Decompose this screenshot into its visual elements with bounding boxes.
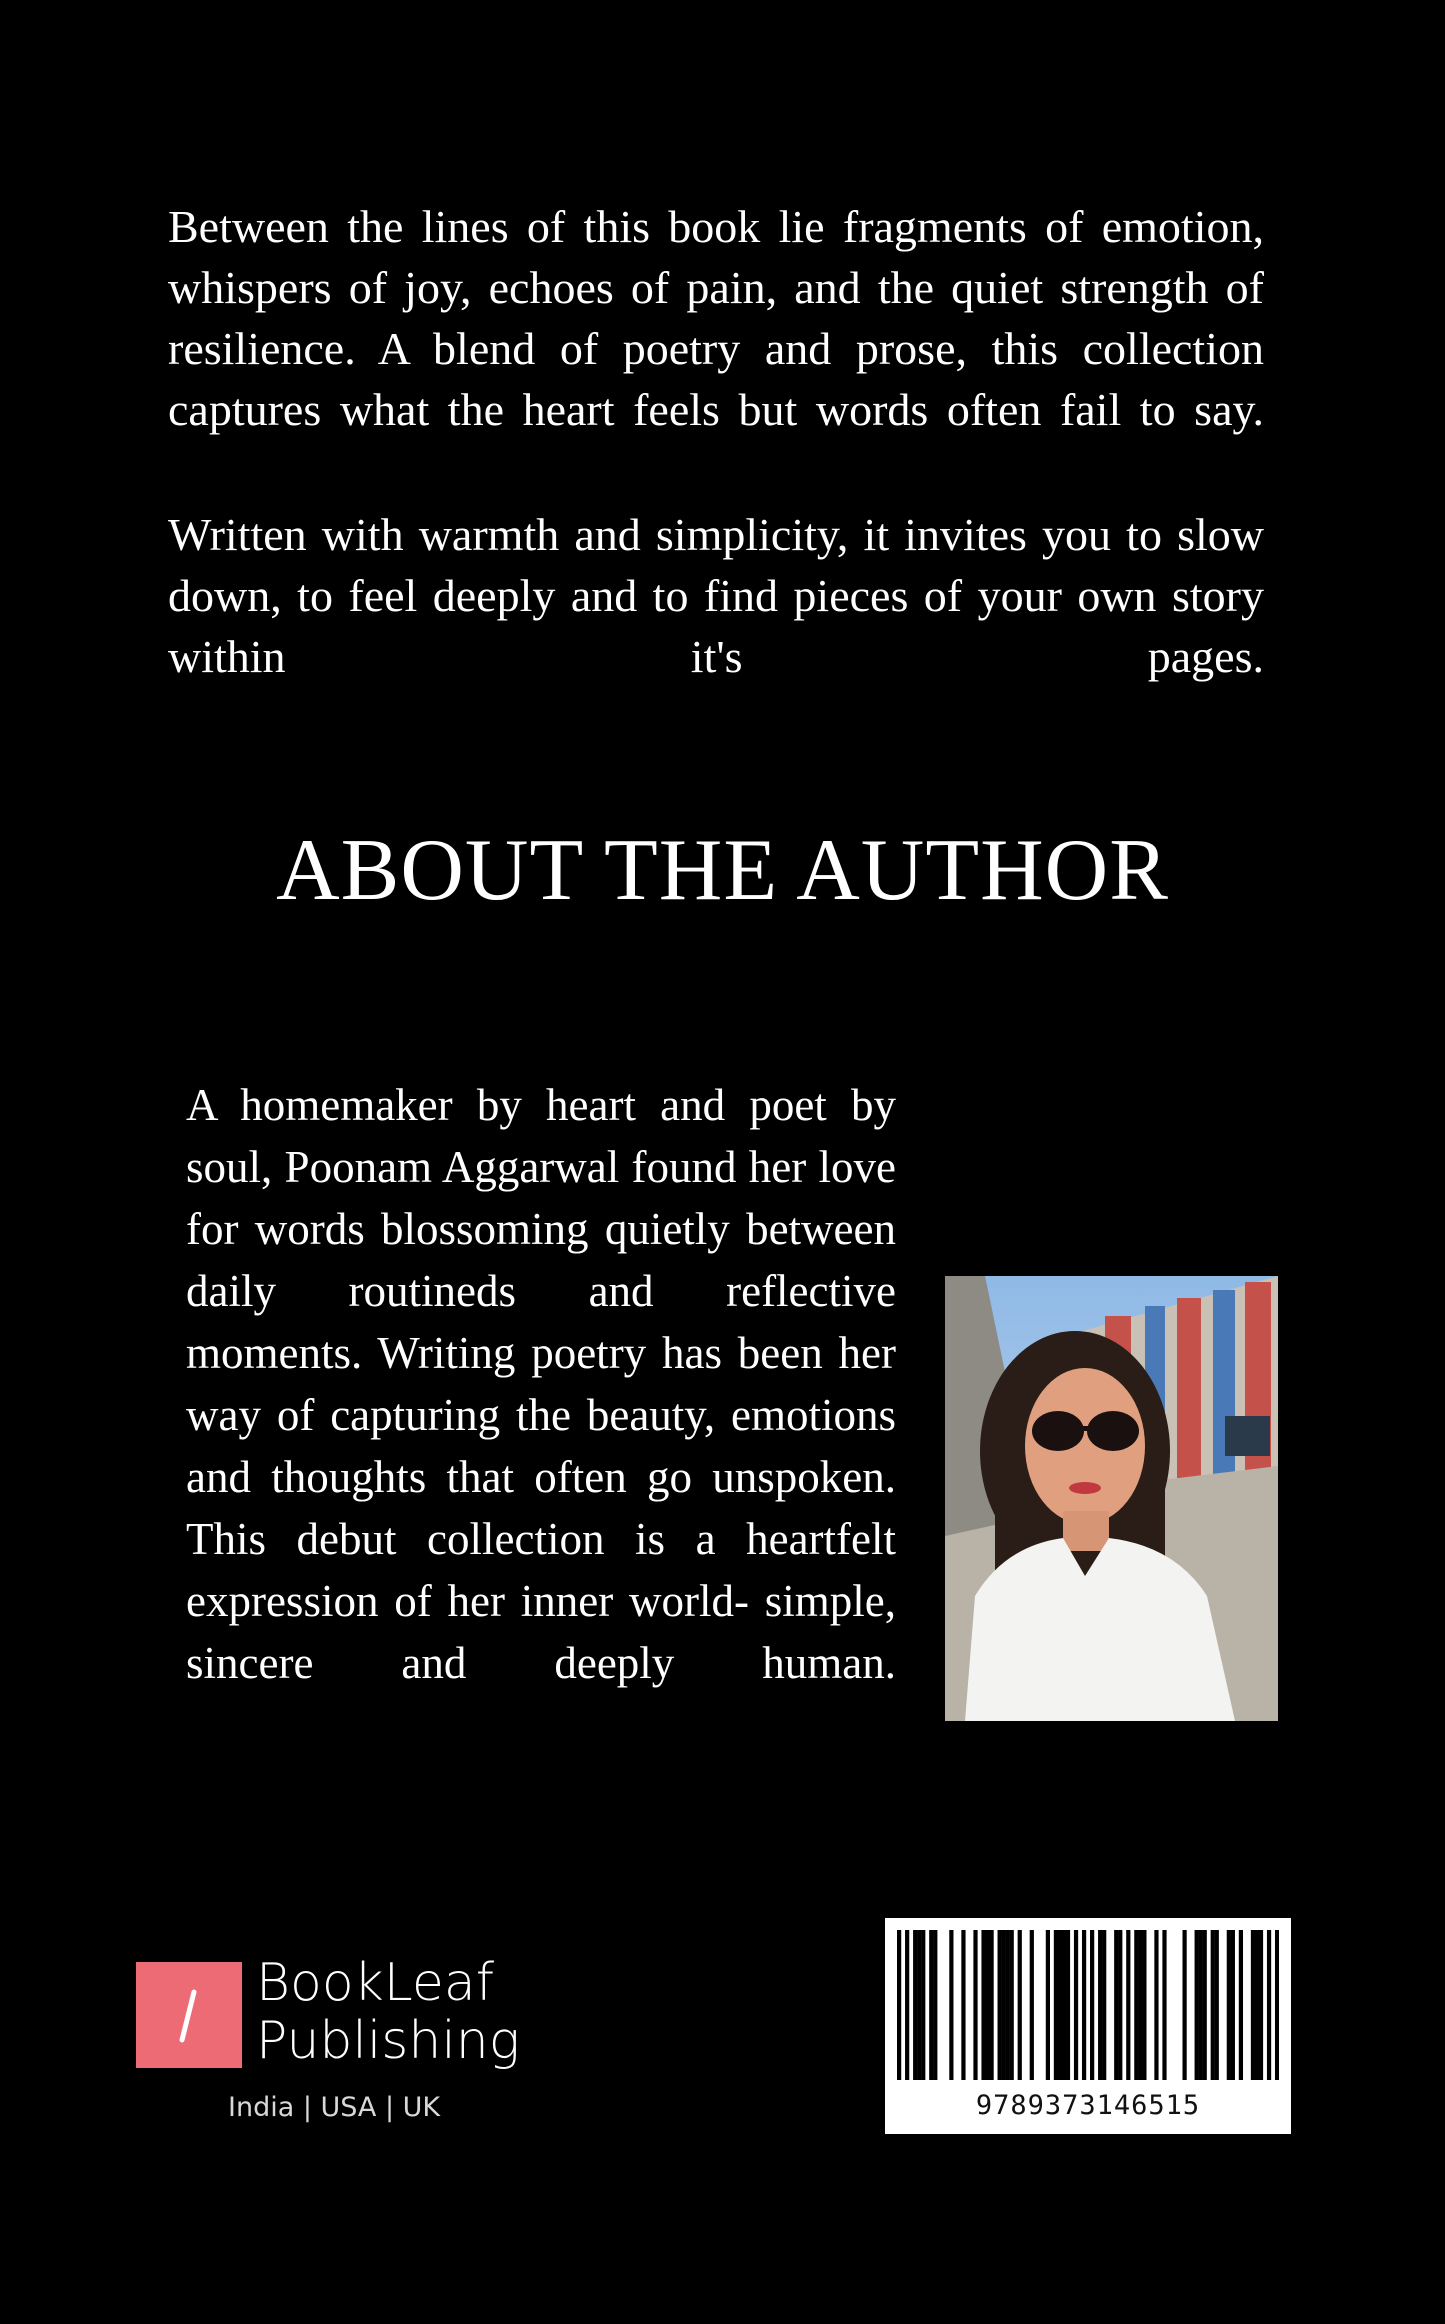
barcode-bar	[1054, 1930, 1058, 2080]
isbn-number: 9789373146515	[975, 2090, 1201, 2121]
barcode-bar	[1114, 1930, 1118, 2080]
barcode-bar	[1126, 1930, 1130, 2080]
author-bio: A homemaker by heart and poet by soul, Poonam Aggarwal found her love for words blossoming quietly between daily routineds and reflective moments. Writing poetry has been her way of capturing the beauty, emotions and thoughts that often go unspoken. This debut collection is a heartfelt expression of her inner world- simple, sincere and deeply human.	[186, 1080, 896, 1688]
barcode-bar	[1142, 1930, 1146, 2080]
barcode-bar	[1211, 1930, 1215, 2080]
barcode-bar	[985, 1930, 989, 2080]
barcode-bar	[1090, 1930, 1094, 2080]
barcode-bar	[905, 1930, 909, 2080]
barcode-bar	[1006, 1930, 1010, 2080]
barcode-bar	[1275, 1930, 1279, 2080]
barcode-bar	[1102, 1930, 1106, 2080]
barcode-bar	[1062, 1930, 1066, 2080]
barcode-bar	[1239, 1930, 1243, 2080]
barcode-bar	[1227, 1930, 1231, 2080]
barcode-bar	[1030, 1930, 1034, 2080]
publisher-name-line-1: BookLeaf	[256, 1953, 495, 2013]
barcode-bar	[1267, 1930, 1271, 2080]
publisher-regions: India | USA | UK	[228, 2092, 441, 2123]
barcode-bar	[1058, 1930, 1062, 2080]
barcode-bar	[998, 1930, 1002, 2080]
barcode-bar	[1251, 1930, 1255, 2080]
barcode-bar	[1066, 1930, 1070, 2080]
barcode-bar	[1082, 1930, 1086, 2080]
barcode-bar	[1195, 1930, 1199, 2080]
publisher-name-line-2: Publishing	[256, 2011, 520, 2071]
author-photo	[945, 1276, 1278, 1721]
barcode-bar	[1255, 1930, 1259, 2080]
barcode-bar	[1134, 1930, 1138, 2080]
barcode-bar	[933, 1930, 937, 2080]
logo-slash-mark	[136, 1962, 242, 2068]
barcode-bar	[989, 1930, 993, 2080]
barcode-bar	[929, 1930, 933, 2080]
barcode-bar	[1154, 1930, 1158, 2080]
barcode-bar	[1231, 1930, 1235, 2080]
barcode-bar	[1118, 1930, 1122, 2080]
barcode-bar	[1018, 1930, 1022, 2080]
barcode-bar	[1199, 1930, 1203, 2080]
isbn-barcode	[885, 1918, 1291, 2134]
barcode-bar	[1046, 1930, 1050, 2080]
barcode-bar	[917, 1930, 921, 2080]
barcode-bar	[981, 1930, 985, 2080]
barcode-bar	[973, 1930, 977, 2080]
barcode-bar	[1215, 1930, 1219, 2080]
barcode-bar	[1098, 1930, 1102, 2080]
barcode-bar	[1074, 1930, 1078, 2080]
barcode-bar	[961, 1930, 965, 2080]
barcode-bar	[1162, 1930, 1166, 2080]
about-author-heading: ABOUT THE AUTHOR	[276, 822, 1169, 919]
barcode-bar	[921, 1930, 925, 2080]
barcode-bars	[897, 1930, 1279, 2080]
blurb-paragraph-1: Between the lines of this book lie fragments of emotion, whispers of joy, echoes of pain, and the quiet strength of resilience. A blend of poetry and prose, this collection captures what the heart feels but words often fail to say.	[168, 201, 1264, 435]
publisher-name	[256, 1954, 520, 2070]
barcode-bar	[1203, 1930, 1207, 2080]
barcode-bar	[897, 1930, 901, 2080]
barcode-bar	[913, 1930, 917, 2080]
blurb-paragraph-2: Written with warmth and simplicity, it invites you to slow down, to feel deeply and to find pieces of your own story within it's pages.	[168, 509, 1264, 682]
barcode-bar	[1259, 1930, 1263, 2080]
barcode-bar	[949, 1930, 953, 2080]
barcode-bar	[1010, 1930, 1014, 2080]
barcode-bar	[1138, 1930, 1142, 2080]
barcode-bar	[1182, 1930, 1186, 2080]
barcode-bar	[1002, 1930, 1006, 2080]
